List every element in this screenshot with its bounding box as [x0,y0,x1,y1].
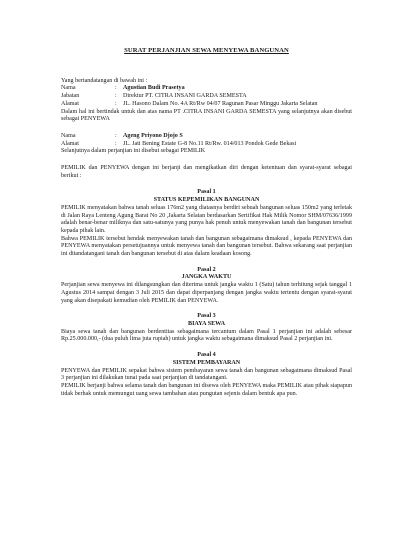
party1-name-key: Nama [61,85,76,92]
colon: : [115,93,117,100]
party1-name-value: Agustian Budi Prasetya [123,85,185,92]
party1-address-key: Alamat [61,100,79,107]
pasal-paragraph: PENYEWA dan PEMILIK sepakat bahwa sistem pembayaran sewa tanah dan bangunan sebagaimana dimaksud Pasal 3 perjanjian ini dilakukan tunai pada saat perjanjian di tandatangani. [61,367,352,382]
party1-position-key: Jabatan [61,93,80,100]
colon: : [115,100,117,107]
pasal-heading: JANGKA WAKTU [181,274,232,281]
colon: : [115,132,117,139]
party2-row-address [61,141,296,149]
party1-row-name [61,85,317,93]
colon: : [115,85,117,92]
party1-row-address [61,101,317,109]
document-title: SURAT PERJANJIAN SEWA MENYEWA BANGUNAN [124,47,289,54]
party2-row-name [61,133,296,141]
party2-details [61,133,296,148]
party1-row-position [61,93,317,101]
pasal-heading: BIAYA SEWA [188,320,225,327]
pasal-paragraph: PEMILIK berjanji bahwa selama tanah dan bangunan ini disewa oleh PENYEWA maka PEMILIK atau pihak siapapun tidak berhak untuk memungut uang sewa tambahan atau pungutan sejenis dalam bentuk apa pun. [61,382,352,397]
pasal-heading: STATUS KEPEMILIKAN BANGUNAN [153,197,260,204]
party2-name-value: Ageng Priyono Djojo S [123,132,183,139]
party1-details [61,85,317,108]
pasal-2 [61,267,352,306]
pasal-paragraph: PEMILIK menyatakan bahwa tanah seluas 176m2 yang diatasnya berdiri sebuah bangunan seluas 150m2 yang terletak di Jalan Raya Lenteng Agung Barat No 20 ,Jakarta Selatan berdasarkan Sertifikat Hak Milik Nomor SHM/07636/1999 adalah benar-benar miliknya dan satu-satunya yang punya hak penuh untuk menyewakan tanah dan bangunan tersebut kepada pihak lain. [61,204,352,234]
agreement-text: PEMILIK dan PENYEWA dengan ini berjanji dan mengikatkan diri dengan ketentuan dan syarat-syarat sebagai berikut : [61,165,352,179]
party1-position-value: Direktur PT. CITRA INSANI GARDA SEMESTA [123,93,247,100]
pasal-number: Pasal 4 [197,352,216,359]
colon: : [115,140,117,147]
pasal-paragraph: Perjanjian sewa menyewa ini dilangsungkan dan diterima untuk jangka waktu 1 (Satu) tahun terhitung sejak tanggal 1 Agustus 2014 sampai dengan 3 Juli 2015 dan dapat diperpanjang dengan jangka waktu tertentu dengan syarat-syarat yang akan disepakati kemudian oleh PEMILIK dan PENYEWA. [61,282,352,304]
pasal-paragraph: Biaya sewa tanah dan bangunan berdentitas sebagaimana tercantum dalam Pasal 1 perjanjian ini adalah sebesar Rp.25.000.000,- (dua puluh lima juta rupiah) untuk jangka waktu sebagaimana dimaksud Pasal 2 perjanjian ini. [61,328,352,343]
pasal-number: Pasal 1 [197,189,216,196]
on-behalf-text: Dalam hal ini bertindak untuk dan atas nama PT .CITRA INSANI GARDA SEMESTA yang selanjutnya akan disebut sebagai PENYEWA [61,108,352,123]
party2-address-value: JL. Jati Bening Estate G-8 No.11 Rt/Rw. 014/013 Pondok Gede Bekasi [123,140,297,147]
pasal-1 [61,189,352,258]
intro-text: Yang bertandatangan di bawah ini : [61,77,148,84]
pasal-number: Pasal 3 [197,313,216,320]
party2-note: Selanjutnya dalam perjanjian ini disebut sebagai PEMILIK [61,148,206,155]
pasal-paragraph: Bahwa PEMILIK tersebut hendak menyewakan tanah dan bangunan sebagaimana dimaksud , kepada PENYEWA dan PENYEWA menyatakan persetujuannya untuk menyewa tanah dan bangunan tersebut. Bahwa sekarang saat perjanjian ini ditandatangani tanah dan bangunan tersebut di atas dalam keadaan kosong. [61,235,352,258]
party1-address-value: JL. Hasono Dalam No. 4A Rt/Rw 04/07 Ragunan Pasar Minggu Jakarta Selatan [123,100,318,107]
party2-address-key: Alamat [61,140,79,147]
pasal-3 [61,313,352,344]
pasal-heading: SISTEM PEMBAYARAN [172,359,241,366]
pasal-4 [61,352,352,398]
party2-name-key: Nama [61,132,76,139]
pasal-number: Pasal 2 [197,266,216,273]
